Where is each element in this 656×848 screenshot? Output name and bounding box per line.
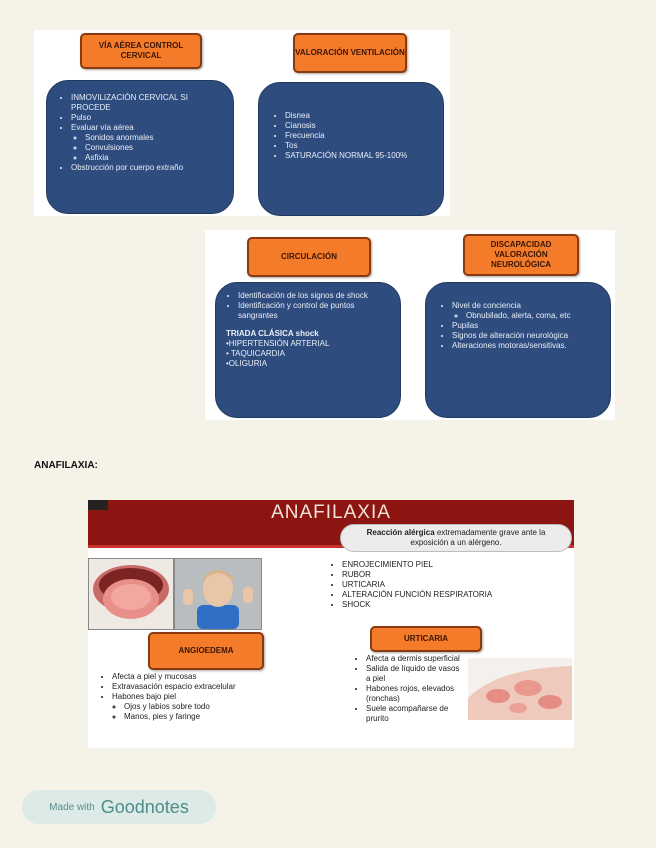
- list-item: • Alteraciones motoras/sensitivas.: [452, 341, 598, 351]
- list-item: • Extravasación espacio extracelular: [112, 682, 302, 692]
- list-item: • Identificación y control de puntos sangrantes: [238, 301, 390, 321]
- skin-rash-illustration: [468, 658, 572, 720]
- angioedema-box: [148, 632, 264, 670]
- ventilation-box-label: VALORACIÓN VENTILACIÓN: [295, 48, 405, 57]
- child-illustration: [175, 559, 261, 629]
- child-photo: [174, 558, 262, 630]
- symptoms-list: [332, 560, 568, 610]
- list-item: • URTICARIA: [342, 580, 568, 590]
- list-item: • Afecta a dermis superficial: [366, 654, 462, 664]
- list-item: • Suele acompañarse de prurito: [366, 704, 462, 724]
- airway-box-label: VÍA AÉREA CONTROL CERVICAL: [98, 41, 184, 60]
- goodnotes-logo: Goodnotes: [100, 796, 189, 817]
- list-item: • Signos de alteración neurológica: [452, 331, 598, 341]
- circulation-list-box: [215, 282, 401, 418]
- definition-box: [340, 524, 572, 552]
- slide-title: ANAFILAXIA: [271, 502, 391, 523]
- goodnotes-badge[interactable]: [22, 790, 216, 824]
- list-item: • Afecta a piel y mucosas: [112, 672, 302, 682]
- definition-text: [349, 528, 563, 548]
- slide-anafilaxia: [88, 500, 574, 748]
- list-item: • Disnea: [285, 111, 431, 121]
- list-item: • Pulso: [71, 113, 221, 123]
- list-item: ◦ Convulsiones: [85, 143, 221, 153]
- list-item: • Habones bajo piel: [112, 692, 302, 702]
- list-item: • Identificación de los signos de shock: [238, 291, 390, 301]
- urticaria-photo: [468, 658, 572, 720]
- angioedema-list: [102, 672, 302, 722]
- disability-box-label: DISCAPACIDAD VALORACIÓN NEUROLÓGICA: [490, 240, 552, 269]
- section-title: ANAFILAXIA:: [34, 460, 98, 471]
- urticaria-box-label: URTICARIA: [404, 634, 448, 643]
- list-item: ◦ Manos, pies y faringe: [124, 712, 302, 722]
- made-with-label: Made with: [49, 801, 95, 813]
- list-item: • RUBOR: [342, 570, 568, 580]
- neuro-list-box: [425, 282, 611, 418]
- list-item: ◦ Obnubilado, alerta, coma, etc: [466, 311, 598, 321]
- list-item: • Evaluar vía aérea: [71, 123, 221, 133]
- list-item: • INMOVILIZACIÓN CERVICAL SI PROCEDE: [71, 93, 221, 113]
- slide-secondary-assessment: [205, 230, 615, 420]
- triad-title: TRIADA CLÁSICA shock: [226, 329, 319, 338]
- list-item: • ALTERACIÓN FUNCIÓN RESPIRATORIA: [342, 590, 568, 600]
- slide-primary-assessment: [34, 30, 450, 216]
- list-item: • Frecuencia: [285, 131, 431, 141]
- triad-item: •OLIGURIA: [226, 359, 268, 368]
- list-item: • Tos: [285, 141, 431, 151]
- list-item: • Pupilas: [452, 321, 598, 331]
- list-item: • Salida de líquido de vasos a piel: [366, 664, 462, 684]
- urticaria-box: [370, 626, 482, 652]
- list-item: • Cianosis: [285, 121, 431, 131]
- ventilation-list-box: [258, 82, 444, 216]
- list-item: • Habones rojos, elevados (ronchas): [366, 684, 462, 704]
- airway-list-box: [46, 80, 234, 214]
- list-item: ◦ Asfixia: [85, 153, 221, 163]
- disability-box: [463, 234, 579, 276]
- tongue-illustration: [89, 559, 173, 629]
- list-item: ◦ Sonidos anormales: [85, 133, 221, 143]
- ventilation-box: [293, 33, 407, 73]
- circulation-box: [247, 237, 371, 277]
- list-item: • Nivel de conciencia: [452, 301, 598, 311]
- list-item: • SHOCK: [342, 600, 568, 610]
- definition-bold: Reacción alérgica: [366, 528, 435, 537]
- circulation-box-label: CIRCULACIÓN: [281, 252, 337, 261]
- airway-box: [80, 33, 202, 69]
- list-item: • Obstrucción por cuerpo extraño: [71, 163, 221, 173]
- urticaria-list: [356, 654, 462, 724]
- angioedema-box-label: ANGIOEDEMA: [178, 646, 234, 655]
- list-item: • ENROJECIMIENTO PIEL: [342, 560, 568, 570]
- triad-item: •HIPERTENSIÓN ARTERIAL: [226, 339, 330, 348]
- triad-item: • TAQUICARDIA: [226, 349, 285, 358]
- list-item: ◦ Ojos y labios sobre todo: [124, 702, 302, 712]
- definition-rest: extremadamente grave ante la exposición a un alérgeno.: [410, 528, 546, 547]
- tongue-photo: [88, 558, 174, 630]
- list-item: • SATURACIÓN NORMAL 95-100%: [285, 151, 431, 161]
